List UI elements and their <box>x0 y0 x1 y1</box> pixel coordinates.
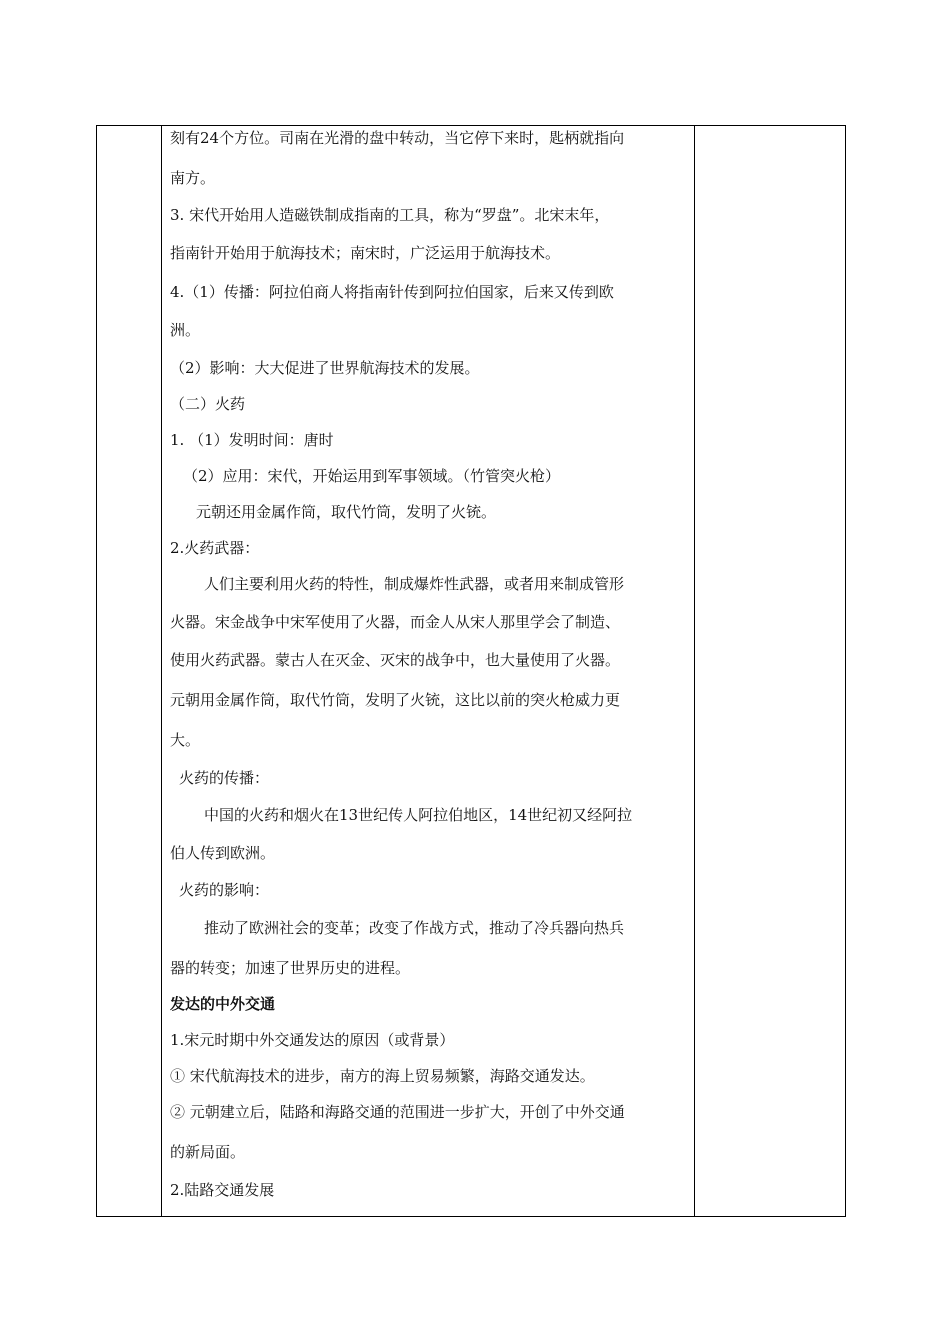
text-line: 使用火药武器。蒙古人在灭金、灭宋的战争中，也大量使用了火器。 <box>170 651 621 669</box>
subheading: 火药的传播： <box>179 769 270 787</box>
text-line: （2）影响：大大促进了世界航海技术的发展。 <box>170 359 480 377</box>
text-line: 的新局面。 <box>170 1143 246 1161</box>
text-line: 大。 <box>170 731 201 749</box>
text-line: 元朝用金属作筒，取代竹筒，发明了火铳，这比以前的突火枪威力更 <box>170 691 621 709</box>
text-line: （2）应用：宋代，开始运用到军事领域。（竹管突火枪） <box>183 467 561 485</box>
text-line: ① 宋代航海技术的进步，南方的海上贸易频繁，海路交通发达。 <box>170 1067 595 1085</box>
text-line: 伯人传到欧洲。 <box>170 844 276 862</box>
text-line: 指南针开始用于航海技术；南宋时，广泛运用于航海技术。 <box>170 244 561 262</box>
text-line: 4.（1）传播：阿拉伯商人将指南针传到阿拉伯国家，后来又传到欧 <box>170 283 614 301</box>
text-line: 火器。宋金战争中宋军使用了火器，而金人从宋人那里学会了制造、 <box>170 613 621 631</box>
text-line: ② 元朝建立后，陆路和海路交通的范围进一步扩大，开创了中外交通 <box>170 1103 625 1121</box>
text-line: 人们主要利用火药的特性，制成爆炸性武器，或者用来制成管形 <box>204 575 625 593</box>
text-line: 器的转变；加速了世界历史的进程。 <box>170 959 411 977</box>
section-heading: 发达的中外交通 <box>170 995 276 1013</box>
text-line: 2.火药武器： <box>170 539 260 557</box>
subheading: 火药的影响： <box>179 881 270 899</box>
text-line: 元朝还用金属作筒，取代竹筒，发明了火铳。 <box>196 503 497 521</box>
text-line: 3. 宋代开始用人造磁铁制成指南的工具，称为“罗盘”。北宋末年， <box>170 206 610 224</box>
text-line: 1. （1）发明时间：唐时 <box>170 431 334 449</box>
text-line: 南方。 <box>170 169 216 187</box>
text-line: 推动了欧洲社会的变革；改变了作战方式，推动了冷兵器向热兵 <box>204 919 625 937</box>
text-line: 刻有24个方位。司南在光滑的盘中转动，当它停下来时，匙柄就指向 <box>170 129 625 147</box>
text-line: 2.陆路交通发展 <box>170 1181 275 1199</box>
right-column-border <box>694 126 695 1216</box>
text-line: 1.宋元时期中外交通发达的原因（或背景） <box>170 1031 455 1049</box>
text-line: 中国的火药和烟火在13世纪传人阿拉伯地区，14世纪初又经阿拉 <box>204 806 633 824</box>
left-column-border <box>161 126 162 1216</box>
section-heading: （二）火药 <box>170 395 246 413</box>
text-line: 洲。 <box>170 321 201 339</box>
